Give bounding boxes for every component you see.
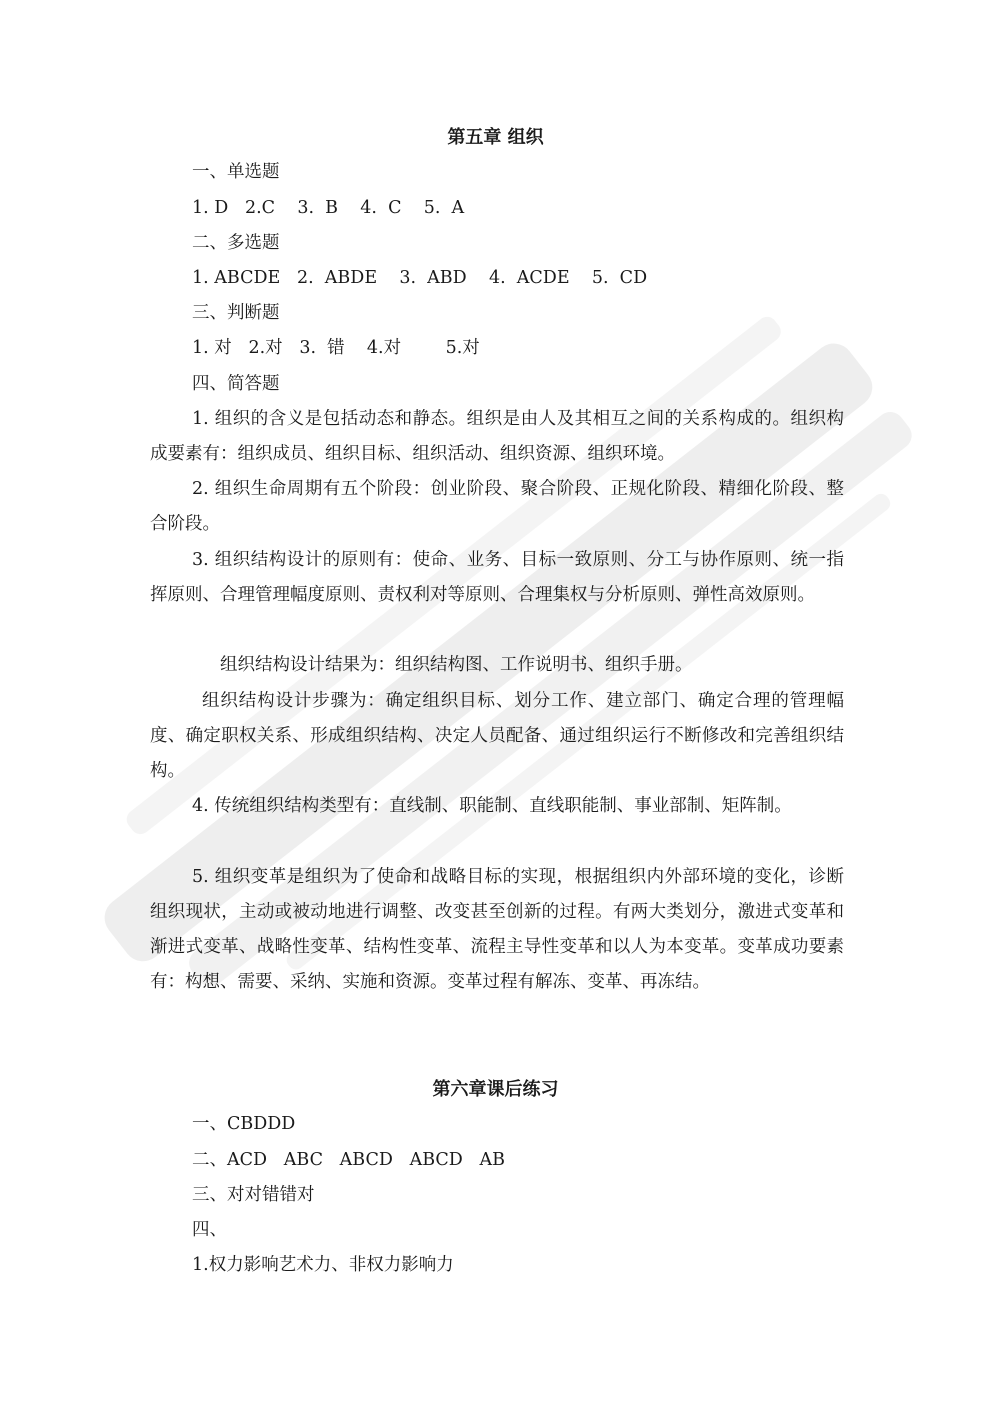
answer-q3-result: 组织结构设计结果为：组织结构图、工作说明书、组织手册。	[220, 655, 693, 675]
chapter6-title: 第六章课后练习	[432, 1079, 559, 1100]
chapter6-part2: 二、ACD ABC ABCD ABCD AB	[192, 1150, 506, 1170]
single-choice-heading: 一、单选题	[192, 162, 280, 182]
answer-q4: 4. 传统组织结构类型有：直线制、职能制、直线职能制、事业部制、矩阵制。	[192, 796, 792, 816]
answer-q3: 3. 组织结构设计的原则有：使命、业务、目标一致原则、分工与协作原则、统一指挥原则、合理管理幅度原则、责权利对等原则、合理集权与分析原则、弹性高效原则。	[150, 550, 844, 605]
chapter6-part1: 一、CBDDD	[192, 1114, 296, 1134]
multi-choice-heading: 二、多选题	[192, 233, 280, 253]
chapter6-part3: 三、对对错错对	[192, 1185, 315, 1205]
chapter5-title: 第五章 组织	[447, 127, 544, 148]
answer-q2: 2. 组织生命周期有五个阶段：创业阶段、聚合阶段、正规化阶段、精细化阶段、整合阶段。	[150, 479, 844, 534]
answer-q5: 5. 组织变革是组织为了使命和战略目标的实现，根据组织内外部环境的变化，诊断组织现状，主动或被动地进行调整、改变甚至创新的过程。有两大类划分，激进式变革和渐进式变革、战略性变革、结构性变革、流程主导性变革和以人为本变革。变革成功要素有：构想、需要、采纳、实施和资源。变革过程有解冻、变革、再冻结。	[150, 867, 844, 992]
short-answer-heading: 四、简答题	[192, 374, 280, 394]
judgement-answers: 1. 对 2.对 3. 错 4.对 5.对	[192, 338, 480, 358]
chapter6-part4-heading: 四、	[192, 1220, 227, 1240]
single-choice-answers: 1. D 2.C 3. B 4. C 5. A	[192, 198, 465, 218]
answer-q3-steps: 组织结构设计步骤为：确定组织目标、划分工作、建立部门、确定合理的管理幅度、确定职权关系、形成组织结构、决定人员配备、通过组织运行不断修改和完善组织结构。	[150, 691, 844, 781]
answer-q1: 1. 组织的含义是包括动态和静态。组织是由人及其相互之间的关系构成的。组织构成要素有：组织成员、组织目标、组织活动、组织资源、组织环境。	[150, 409, 844, 464]
multi-choice-answers: 1. ABCDE 2. ABDE 3. ABD 4. ACDE 5. CD	[192, 268, 648, 288]
chapter6-part4-item1: 1.权力影响艺术力、非权力影响力	[192, 1255, 454, 1275]
judgement-heading: 三、判断题	[192, 303, 280, 323]
